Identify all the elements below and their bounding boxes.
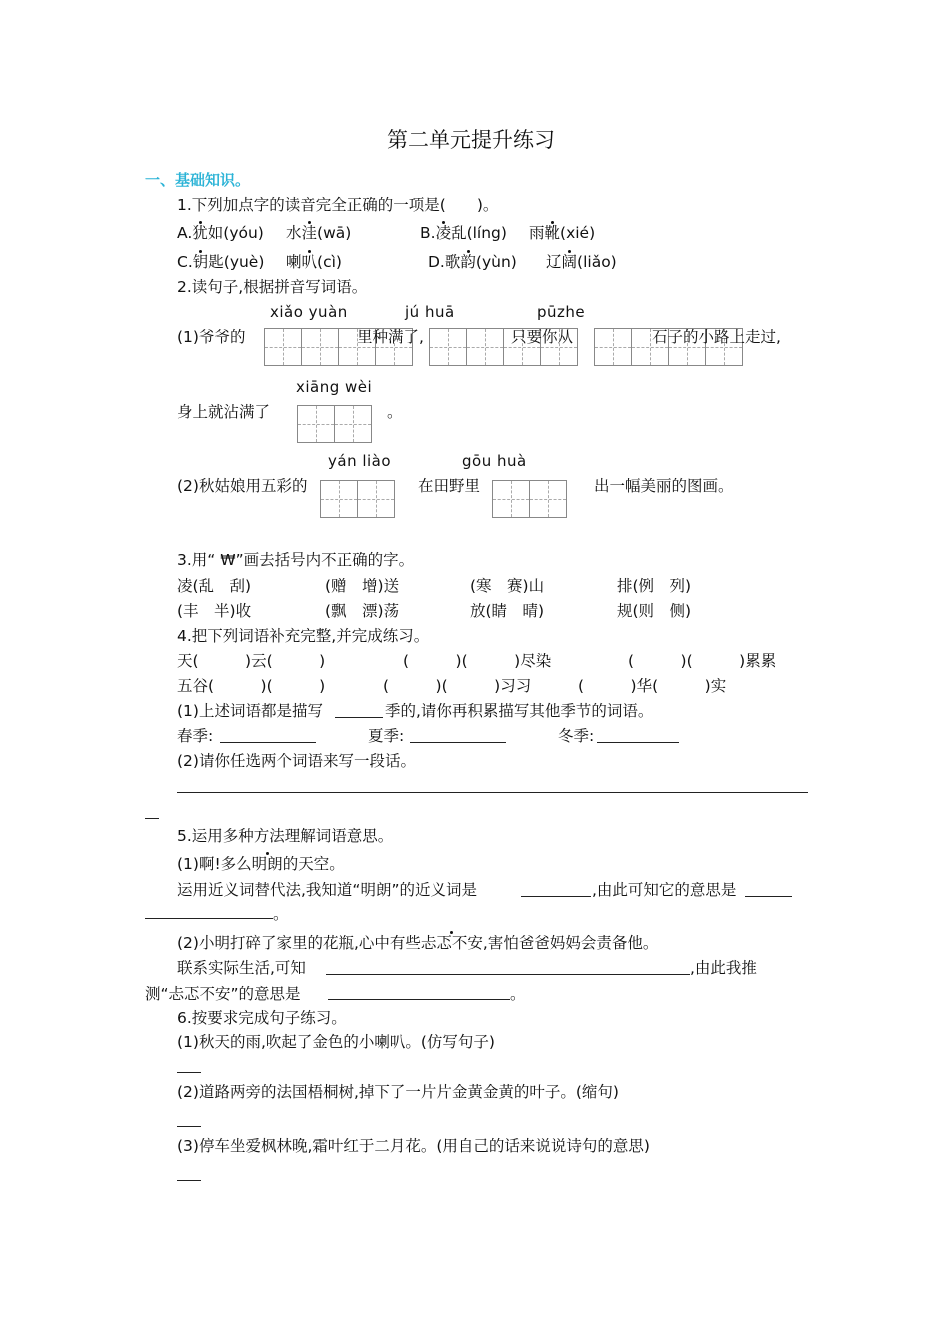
q4-item: 五谷( )( ) [177, 677, 326, 695]
label-spring: 春季: [177, 727, 214, 745]
pinyin-juhua: jú huā [405, 303, 455, 321]
q2-s2c: 出一幅美丽的图画。 [594, 477, 734, 495]
q3-item: (丰 半)收 [177, 602, 252, 620]
blank-spring[interactable] [220, 742, 316, 743]
q6-s3: (3)停车坐爱枫林晚,霜叶红于二月花。(用自己的话来说说诗句的意思) [177, 1137, 650, 1155]
q4-item: ( )( )累累 [628, 652, 777, 670]
q4-item: 天( )云( ) [177, 652, 326, 670]
q1-option-c: C.钥匙(yuè) [177, 253, 265, 271]
q2-s1d: 石子的小路上走过, [652, 328, 781, 346]
q4-stem: 4.把下列词语补充完整,并完成练习。 [177, 627, 430, 645]
q5-p2: (2)小明打碎了家里的花瓶,心中有些忐忑不安,害怕爸爸妈妈会责备他。 [177, 934, 659, 952]
q6-s2: (2)道路两旁的法国梧桐树,掉下了一片片金黄金黄的叶子。(缩句) [177, 1083, 619, 1101]
q5-p1: (1)啊!多么明朗的天空。 [177, 855, 345, 873]
blank-synonym[interactable] [521, 896, 591, 897]
blank-paragraph[interactable] [177, 792, 808, 793]
q1-option-d2: 辽阔(liǎo) [546, 253, 617, 271]
q4-item: ( )华( )实 [578, 677, 727, 695]
label-winter: 冬季: [558, 727, 595, 745]
blank-guess[interactable] [328, 999, 510, 1000]
q6-stem: 6.按要求完成句子练习。 [177, 1009, 347, 1027]
blank-winter[interactable] [597, 742, 679, 743]
q5-p2c: ,由此我推 [690, 959, 757, 977]
blank-answer-1[interactable] [177, 1072, 201, 1073]
q1-option-d: D.歌韵(yùn) [428, 253, 517, 271]
q3-stem: 3.用“ ₩”画去括号内不正确的字。 [177, 551, 415, 569]
q3-item: 规(则 侧) [617, 602, 692, 620]
q3-item: (飘 漂)荡 [325, 602, 400, 620]
pinyin-puzhe: pūzhe [537, 303, 586, 321]
q2-s1b: 里种满了, [357, 328, 424, 346]
pinyin-yanliao: yán liào [328, 452, 392, 470]
blank-answer-2[interactable] [177, 1126, 201, 1127]
q4-item: ( )( )习习 [383, 677, 532, 695]
pinyin-xiaoyuan: xiǎo yuàn [270, 303, 348, 321]
page-title: 第二单元提升练习 [387, 128, 555, 152]
writing-grid-6[interactable] [492, 480, 567, 518]
q5-p1c: ,由此可知它的意思是 [592, 881, 737, 899]
q4-item: ( )( )尽染 [403, 652, 552, 670]
writing-grid-4[interactable] [297, 405, 372, 443]
q1-stem: 1.下列加点字的读音完全正确的一项是( )。 [177, 196, 499, 214]
pinyin-gouhua: gōu huà [462, 452, 527, 470]
q2-s2a: (2)秋姑娘用五彩的 [177, 477, 308, 495]
q3-item: 放(睛 晴) [470, 602, 545, 620]
q4-p1b: 季的,请你再积累描写其他季节的词语。 [385, 702, 654, 720]
pinyin-xiangwei: xiāng wèi [296, 378, 373, 396]
q1-option-a: A.犹如(yóu) [177, 224, 264, 242]
q2-s1c: 只要你从 [511, 328, 574, 346]
q1-option-b2: 雨靴(xié) [529, 224, 596, 242]
q4-p2: (2)请你任选两个词语来写一段话。 [177, 752, 416, 770]
blank-reason[interactable] [326, 974, 690, 975]
blank-meaning-b[interactable] [145, 918, 273, 919]
q1-option-c2: 喇叭(cì) [286, 253, 342, 271]
q2-stem: 2.读句子,根据拼音写词语。 [177, 278, 368, 296]
q3-item: (寒 赛)山 [470, 577, 545, 595]
q4-p1a: (1)上述词语都是描写 [177, 702, 323, 720]
blank-answer-3[interactable] [177, 1180, 201, 1181]
q5-stem: 5.运用多种方法理解词语意思。 [177, 827, 394, 845]
q2-s1f: 。 [387, 403, 403, 421]
label-summer: 夏季: [368, 727, 405, 745]
q2-s1e: 身上就沾满了 [177, 403, 271, 421]
blank-meaning-a[interactable] [745, 896, 792, 897]
q2-s1a: (1)爷爷的 [177, 328, 246, 346]
blank-paragraph-end[interactable] [145, 818, 159, 819]
q1-option-b: B.凌乱(líng) [420, 224, 507, 242]
q6-s1: (1)秋天的雨,吹起了金色的小喇叭。(仿写句子) [177, 1033, 495, 1051]
q1-option-a2: 水洼(wā) [286, 224, 352, 242]
q5-p2d: 测“忐忑不安”的意思是 [145, 985, 301, 1003]
q5-period: 。 [273, 905, 289, 923]
section-heading: 一、基础知识。 [145, 171, 251, 189]
q3-item: (赠 增)送 [325, 577, 400, 595]
q5-p2e: 。 [510, 985, 526, 1003]
q5-p1b: 运用近义词替代法,我知道“明朗”的近义词是 [177, 881, 477, 899]
blank-season[interactable] [335, 717, 383, 718]
blank-summer[interactable] [410, 742, 506, 743]
q5-p2b: 联系实际生活,可知 [177, 959, 306, 977]
q3-item: 排(例 列) [617, 577, 692, 595]
q3-item: 凌(乱 刮) [177, 577, 252, 595]
writing-grid-5[interactable] [320, 480, 395, 518]
q2-s2b: 在田野里 [418, 477, 481, 495]
